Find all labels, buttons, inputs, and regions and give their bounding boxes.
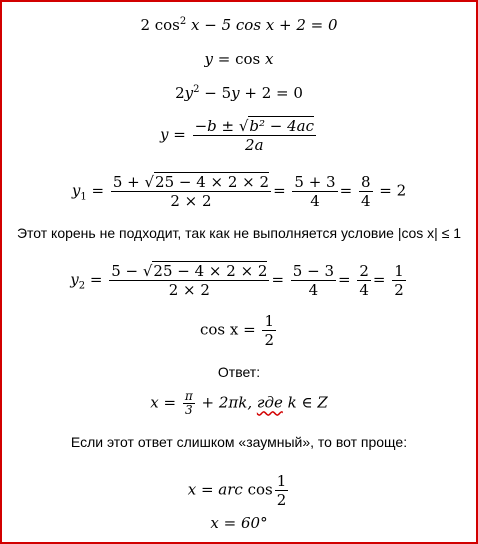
answer-rest: + 2πk, <box>196 393 257 412</box>
quadratic-var: y <box>231 84 240 102</box>
root-one-fraction-2 <box>292 173 337 210</box>
root-two-den-3: 4 <box>359 281 369 299</box>
substitution-var: y <box>204 50 213 68</box>
equation-power: 2 <box>179 16 187 27</box>
root-one-num: 5 + √ <box>112 173 155 191</box>
root-two-num: 5 − √ <box>111 262 153 280</box>
quadratic-power: 2 <box>193 84 200 95</box>
quadratic-part: − 5 <box>199 84 232 102</box>
root-two-eq: = <box>85 270 103 289</box>
answer-fraction <box>183 390 195 417</box>
answer-den: 3 <box>184 403 193 417</box>
root-two-fraction-2 <box>291 262 336 299</box>
formula-fraction <box>193 117 316 154</box>
root-two-num-3: 2 <box>359 262 369 280</box>
answer-num: π <box>184 389 193 403</box>
root-one-radicand: 25 − 4 × 2 × 2 <box>155 173 270 191</box>
degrees-line: x = 60° <box>210 514 268 532</box>
root-two-fraction-1 <box>109 262 269 299</box>
substitution-eq: = cos <box>213 50 261 68</box>
formula-denominator: 2a <box>245 136 264 154</box>
arccos-num: 1 <box>276 472 287 490</box>
quadratic-var: y <box>184 84 194 102</box>
quadratic-part: 2 <box>175 84 185 102</box>
root-one-var: y <box>71 181 81 200</box>
formula-lhs: y = <box>159 125 186 144</box>
original-equation <box>0 16 478 34</box>
cos-result <box>0 312 478 349</box>
root-two-index: 2 <box>78 280 86 292</box>
root-two-num-2: 5 − 3 <box>292 262 334 280</box>
root-two-var: y <box>70 270 79 289</box>
root-two-radicand: 25 − 4 × 2 × 2 <box>153 262 268 280</box>
formula-radicand: b² − 4ac <box>249 117 315 135</box>
root-two-den-2: 4 <box>308 281 319 299</box>
root-two-fraction-4 <box>392 262 406 299</box>
root-one-den-3: 4 <box>360 192 371 210</box>
answer-label: Ответ: <box>217 364 261 380</box>
root-two: $y_2$ = $\frac{5 - √25 - 4 \times 2 \times 2}{2 \times 2}$ = $\frac{5 - 3}{4}$ = $\frac{2}{4}$ = $\frac{1}{2}$ <box>70 262 404 299</box>
root-one-eq: = <box>86 181 105 200</box>
substitution-arg: x <box>265 50 274 68</box>
cos-result-lhs: cos x = <box>199 320 256 339</box>
root-one-den-2: 4 <box>310 192 320 210</box>
root-one-num-2: 5 + 3 <box>294 173 336 191</box>
root-one-fraction-1 <box>111 173 271 210</box>
cos-result-num: 1 <box>264 312 275 330</box>
equation-part: 2 cos <box>140 16 180 34</box>
root-one: $y_1$ = $\frac{5 + √25 - 4 \times 2 \times 2}{2 \times 2}$ = $\frac{5 + 3}{4}$ = $\frac{8}{4}$ = 2 <box>71 173 407 210</box>
root-one-index: 1 <box>80 191 87 203</box>
cos-result-fraction <box>262 312 276 349</box>
quadratic-equation <box>0 84 478 102</box>
root-two-den: 2 × 2 <box>168 281 210 299</box>
answer-lhs: x = <box>150 393 177 412</box>
substitution <box>0 50 478 68</box>
rejection-note: Этот корень не подходит, так как не выполняется условие |cos x| ≤ 1 <box>16 225 462 241</box>
equation-part: x − 5 cos x + 2 = 0 <box>186 16 338 34</box>
arccos-lhs: x = arc <box>187 480 243 499</box>
quadratic-formula <box>0 117 478 154</box>
answer-tail: k ∈ Z <box>282 393 328 412</box>
root-two-den-4: 2 <box>394 281 404 299</box>
root-two-fraction-3 <box>357 262 371 299</box>
arccos-fraction <box>275 472 289 509</box>
answer-where: где <box>256 393 283 412</box>
formula-b: b <box>207 117 217 135</box>
root-two-num-4: 1 <box>394 262 404 280</box>
formula-minus: − <box>194 117 208 135</box>
arccos-cos: cos <box>242 480 273 499</box>
simpler-note: Если этот ответ слишком «заумный», то вот проще: <box>70 434 408 450</box>
arccos-line <box>0 472 478 509</box>
answer-formula <box>0 390 478 417</box>
arccos-den: 2 <box>276 491 287 509</box>
formula-pm-sqrt: ± √ <box>216 117 249 135</box>
cos-result-den: 2 <box>264 331 275 349</box>
root-one-den: 2 × 2 <box>170 192 212 210</box>
root-one-num-3: 8 <box>360 173 371 191</box>
root-one-fraction-3 <box>359 173 373 210</box>
root-one-result: = 2 <box>374 181 407 200</box>
quadratic-part: + 2 = 0 <box>239 84 303 102</box>
